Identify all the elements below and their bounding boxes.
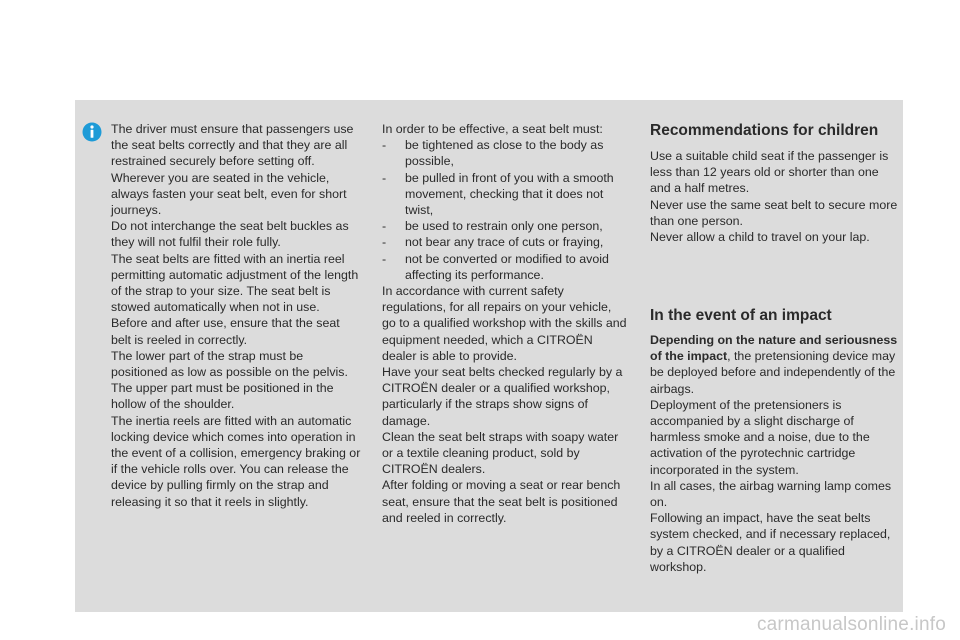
info-paragraph: The lower part of the strap must be positioned as low as possible on the pelvis. [111, 348, 348, 380]
list-item: - be tightened as close to the body as possible, [382, 138, 604, 169]
list-item: - be pulled in front of you with a smooth movement, checking that it does not twist, [382, 170, 614, 218]
impact-paragraph: In all cases, the airbag warning lamp comes on. [650, 478, 892, 510]
requirements-list [382, 137, 627, 283]
seat-belt-requirements-column [382, 121, 627, 526]
impact-lead-rest: , the pretensioning device may be deployed before and independently of the airbags. [650, 349, 896, 396]
watermark: carmanualsonline.info [756, 614, 946, 635]
children-paragraph: Never use the same seat belt to secure more than one person. [650, 197, 898, 228]
impact-lead-bold: Depending on the nature and seriousness of the impact [650, 333, 898, 364]
children-heading: Recommendations for children [650, 122, 879, 139]
info-column [111, 121, 361, 510]
maintenance-paragraph: In accordance with current safety regulations, for all repairs on your vehicle, go to a qualified workshop with the skills and equipment needed, which a CITROËN dealer is able to provide. [382, 284, 627, 363]
info-paragraph: The upper part must be positioned in the hollow of the shoulder. [111, 381, 334, 412]
list-item: - be used to restrain only one person, [382, 219, 603, 234]
impact-paragraph: Following an impact, have the seat belts system checked, and if necessary replaced, by a CITROËN dealer or a qualified workshop. [650, 511, 891, 574]
maintenance-paragraph: After folding or moving a seat or rear bench seat, ensure that the seat belt is positioned and reeled in correctly. [382, 478, 621, 525]
info-paragraph: Wherever you are seated in the vehicle, always fasten your seat belt, even for short journeys. [111, 170, 347, 218]
children-paragraph: Never allow a child to travel on your lap. [650, 230, 870, 245]
impact-paragraph: Deployment of the pretensioners is accompanied by a slight discharge of harmless smoke and a noise, due to the activation of the pyrotechnic cartridge incorporated in the system. [650, 397, 870, 477]
maintenance-paragraph: Clean the seat belt straps with soapy water or a textile cleaning product, sold by CITROËN dealers. [382, 429, 619, 477]
info-icon [82, 122, 102, 142]
info-paragraph: Do not interchange the seat belt buckles as they will not fulfil their role fully. [111, 219, 349, 250]
info-paragraph: The driver must ensure that passengers use the seat belts correctly and that they are all restrained securely before setting off. [111, 122, 354, 169]
info-paragraph: The inertia reels are fitted with an automatic locking device which comes into operation in the event of a collision, emergency braking or if the vehicle rolls over. You can release the device by pulling firmly on the strap and releasing it so that it reels in slightly. [111, 413, 361, 509]
maintenance-paragraph: Have your seat belts checked regularly by a CITROËN dealer or a qualified workshop, particularly if the straps show signs of damage. [382, 365, 623, 428]
impact-heading: In the event of an impact [650, 307, 832, 324]
children-paragraph: Use a suitable child seat if the passenger is less than 12 years old or shorter than one and a half metres. [650, 149, 889, 196]
impact-section [650, 306, 900, 575]
list-item: - not be converted or modified to avoid affecting its performance. [382, 251, 609, 282]
requirements-intro: In order to be effective, a seat belt must: [382, 122, 603, 136]
children-section [650, 121, 900, 245]
list-item: - not bear any trace of cuts or fraying, [382, 235, 604, 250]
impact-lead [650, 332, 900, 397]
info-paragraph: The seat belts are fitted with an inertia reel permitting automatic adjustment of the length of the strap to your size. The seat belt is stowed automatically when not in use. [111, 251, 359, 315]
info-paragraph: Before and after use, ensure that the seat belt is reeled in correctly. [111, 316, 340, 347]
